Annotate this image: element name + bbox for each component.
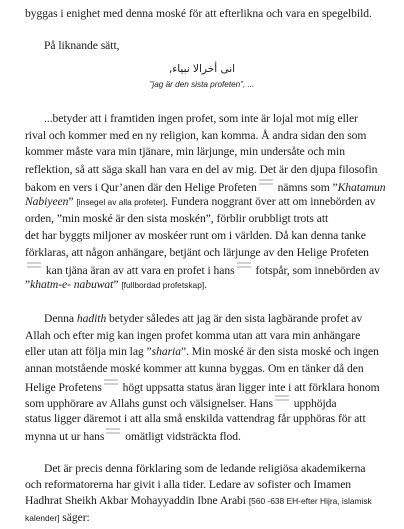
text-span: fotspår, som innebörden av bbox=[252, 264, 380, 278]
text-line bbox=[25, 493, 372, 509]
honorific-icon bbox=[103, 378, 119, 387]
honorific-icon bbox=[274, 394, 290, 403]
text-line: Allah och efter mig kan ingen profet komma utan att vara min anhängare bbox=[25, 329, 361, 342]
text-line bbox=[25, 344, 379, 360]
honorific-icon bbox=[26, 261, 42, 270]
text-span: bakom en vers i Qur’anen där den Helige Profeten bbox=[25, 180, 257, 194]
text-line: orden, ”min moské är den sista moskén”, förblir orubbligt trots att bbox=[25, 212, 329, 226]
italic-term: sharia bbox=[151, 345, 181, 359]
italic-term: hadith bbox=[76, 311, 107, 325]
text-span: betyder således att jag är den sista lagbärande profet av bbox=[106, 311, 363, 325]
italic-term: khatm-e- nabuwat bbox=[30, 278, 114, 292]
text-span: Hadhrat Sheikh Akbar Mohayyaddin Ibne Arabi bbox=[25, 494, 249, 508]
text-line: ...betyder att i framtiden ingen profet, som inte är lojal mot mig eller bbox=[44, 111, 358, 125]
text-span: säger: bbox=[59, 510, 90, 524]
text-span: kan tjäna äran av att vara en profet i hans bbox=[43, 264, 235, 278]
text-line: rival och kommer med en ny religion, kan komma. Å andra sidan den som bbox=[25, 129, 367, 143]
text-line: förklaras, att någon anhängare, betjänt och lärjunge av den Helige Profeten bbox=[25, 245, 369, 259]
text-span: . bbox=[204, 278, 208, 292]
text-span: nämns som ” bbox=[274, 180, 338, 194]
quote-translation: ”jag är den sista profeten”, ... bbox=[149, 80, 255, 90]
text-line bbox=[25, 427, 241, 445]
text-span: omätligt vidsträckta flod. bbox=[122, 430, 241, 444]
text-line: Det är precis denna förklaring som de ledande religiösa akademikerna bbox=[44, 461, 366, 475]
text-line: På liknande sätt, bbox=[44, 39, 120, 53]
text-span: högt uppsatta status äran ligger inte i att förklara honom bbox=[119, 380, 380, 394]
arabic-quote: انى أخرالا نبياء, bbox=[168, 63, 236, 76]
honorific-icon bbox=[236, 261, 252, 270]
text-line: annan motstående moské kommer att kunna byggas. Om en tänker då den bbox=[25, 362, 364, 376]
text-line bbox=[25, 277, 207, 293]
text-span: som upphörare av Allahs gunst och välsignelser. Hans bbox=[25, 396, 273, 410]
text-span: ” bbox=[25, 278, 31, 292]
text-span: . Fundera noggrant över att om innebörden av bbox=[165, 195, 376, 209]
text-span: ” bbox=[68, 195, 77, 209]
italic-term: Nabiyeen bbox=[25, 195, 69, 209]
bracket-note: kalender] bbox=[25, 512, 60, 523]
text-line bbox=[44, 311, 362, 327]
text-line: byggas i enighet med denna moské för att efterlikna och vara en spegelbild. bbox=[25, 6, 372, 20]
text-span: mynna ut ur hans bbox=[25, 430, 105, 444]
text-line bbox=[25, 510, 90, 526]
bracket-note: [fullbordad profetskap] bbox=[121, 280, 205, 291]
text-span: ” bbox=[113, 278, 122, 292]
text-span: ”. Min moské är den sista moské och ingen bbox=[180, 345, 379, 359]
text-span: eller utan att följa min lag ” bbox=[25, 345, 152, 359]
text-line: och reformatorerna har givit i alla tider. Ledare av sofister och Imamen bbox=[25, 478, 352, 492]
text-line: status ligger däremot i att alla små enskilda vattendrag får upphöras för att bbox=[25, 412, 366, 426]
honorific-icon bbox=[105, 427, 121, 436]
text-line: reflektion, så att säga skall han vara en del av mig. Det är den djupa filosofin bbox=[25, 162, 378, 176]
bracket-note: [insegel av alla profeter] bbox=[76, 197, 166, 208]
italic-term: Khatamun bbox=[337, 180, 386, 194]
text-line: det har byggts miljoner av moskéer runt om i världen. Då kan denna tanke bbox=[25, 228, 366, 242]
text-span: Denna bbox=[44, 311, 77, 325]
honorific-icon bbox=[258, 178, 274, 187]
text-span: Helige Profetens bbox=[25, 380, 102, 394]
bracket-note: [560 -638 EH-efter Hijra, islamisk bbox=[248, 496, 372, 507]
text-span: upphöjda bbox=[290, 396, 337, 410]
text-line: kommer måste vara min tjänare, min lärjunge, min undersåte och min bbox=[25, 145, 345, 159]
text-line bbox=[25, 194, 376, 210]
text-line bbox=[25, 394, 337, 412]
